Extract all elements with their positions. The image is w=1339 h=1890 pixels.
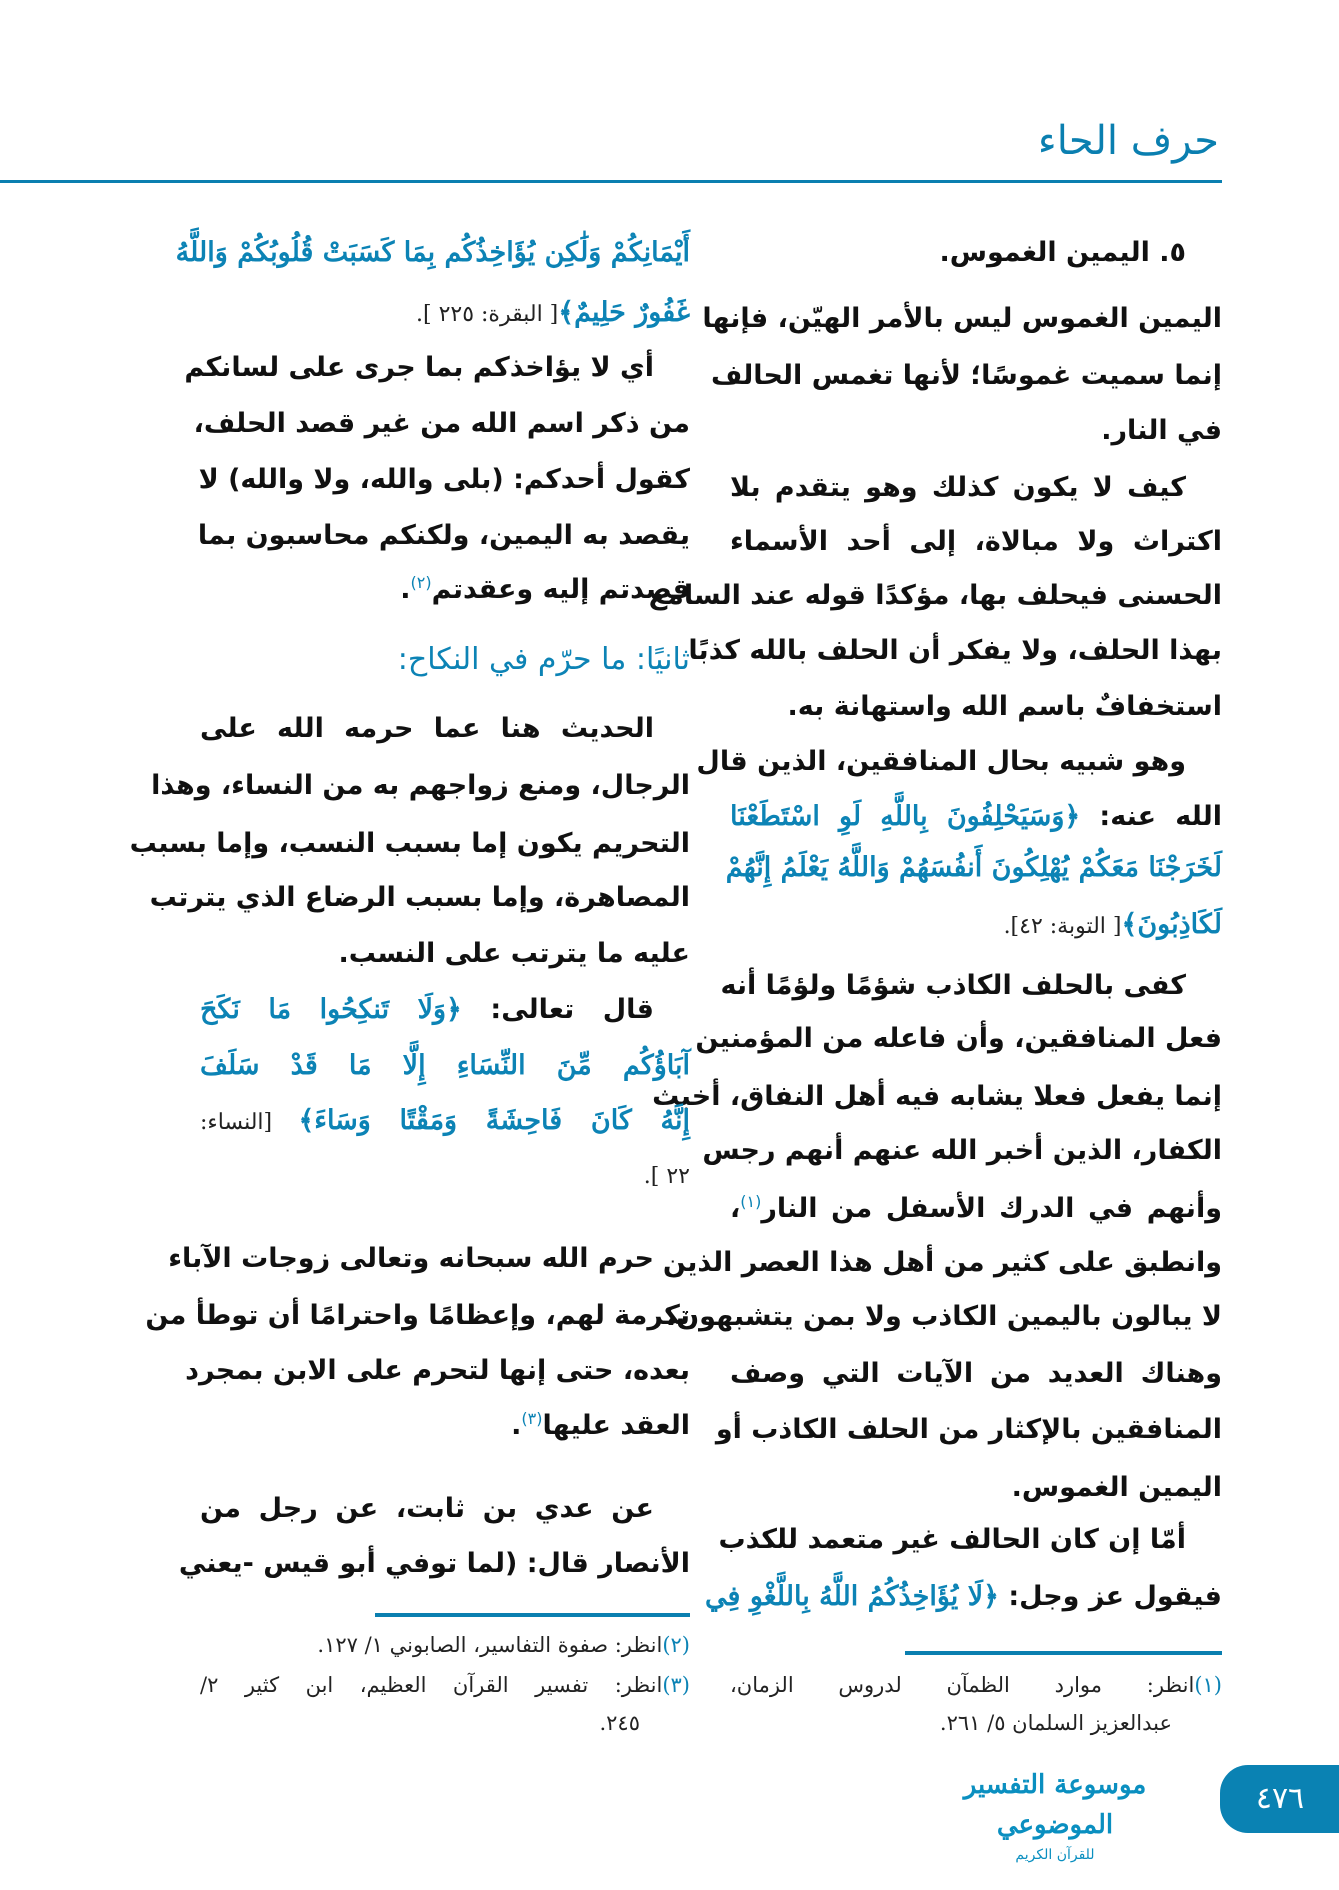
- text-line: [200, 562, 690, 618]
- text-line: [662, 1235, 1222, 1291]
- body-text: ،: [730, 1193, 741, 1224]
- body-text: الأنصار قال: (لما توفي أبو قيس -يعني: [178, 1548, 690, 1579]
- body-text: كقول أحدكم: (بلى والله، ولا والله) لا: [198, 464, 690, 495]
- text-line: [200, 982, 690, 1038]
- text-line: [178, 1536, 690, 1592]
- text-line: [730, 897, 1222, 953]
- body-text: قال تعالى:: [461, 994, 654, 1025]
- footnote-number: (١): [1194, 1673, 1222, 1697]
- text-line: [715, 1402, 1222, 1458]
- text-line: [696, 734, 1222, 790]
- body-text: فعل المنافقين، وأن فاعله من المؤمنين: [695, 1023, 1222, 1054]
- footnote-number: (٢): [662, 1633, 690, 1657]
- text-line: [652, 1069, 1222, 1125]
- footnote: [730, 1705, 1222, 1741]
- text-line: [648, 568, 1222, 624]
- body-text: في النار.: [1101, 415, 1222, 446]
- text-line: [702, 1123, 1222, 1179]
- quran-verse: إِنَّهُ كَانَ فَاحِشَةً وَمَقْتًا وَسَاءَ﴾: [298, 1105, 690, 1136]
- text-line: [200, 926, 690, 982]
- header-divider: [0, 180, 1222, 183]
- verse-reference: [النساء:: [200, 1110, 299, 1135]
- body-text: قصدتم إليه وعقدتم: [431, 574, 690, 605]
- footnote: [200, 1667, 690, 1703]
- body-text: ٥. اليمين الغموس.: [939, 237, 1186, 268]
- body-text: المصاهرة، وإما بسبب الرضاع الذي يترتب: [149, 882, 690, 913]
- text-line: [730, 514, 1222, 570]
- text-line: [200, 1093, 690, 1149]
- text-line: [665, 1289, 1222, 1345]
- quran-verse: أَيْمَانِكُمْ وَلَٰكِن يُؤَاخِذُكُم بِمَا كَسَبَتْ قُلُوبُكُمْ وَاللَّهُ: [175, 237, 690, 268]
- body-text: تكرمة لهم، وإعظامًا واحترامًا أن توطأ من: [145, 1300, 690, 1331]
- quran-verse: ﴿وَسَيَحْلِفُونَ بِاللَّهِ لَوِ اسْتَطَعْنَا: [730, 801, 1081, 832]
- body-text: اليمين الغموس ليس بالأمر الهيّن، فإنها: [702, 303, 1222, 334]
- verse-reference: ٢٢ ].: [643, 1164, 690, 1189]
- body-text: وهو شبيه بحال المنافقين، الذين قال: [696, 746, 1186, 777]
- body-text: .: [511, 1410, 522, 1441]
- text-line: [145, 1288, 690, 1344]
- body-text: أي لا يؤاخذكم بما جرى على لسانكم: [184, 352, 654, 383]
- text-line: [200, 1147, 690, 1203]
- text-line: [168, 1231, 690, 1287]
- footnote: [200, 1705, 690, 1741]
- body-text: الله عنه:: [1080, 801, 1222, 832]
- body-text: أمّا إن كان الحالف غير متعمد للكذب: [718, 1524, 1186, 1555]
- text-line: [730, 789, 1222, 845]
- text-line: [200, 452, 690, 508]
- footnote-marker: (١): [740, 1192, 762, 1211]
- text-line: [200, 1481, 690, 1537]
- quran-verse: آبَاؤُكُم مِّنَ النِّسَاءِ إِلَّا مَا قَدْ سَلَفَ: [200, 1050, 690, 1081]
- body-text: بهذا الحلف، ولا يفكر أن الحلف بالله كذبًا: [688, 635, 1222, 666]
- text-line: [725, 840, 1222, 896]
- logo-subtitle: للقرآن الكريم: [1015, 1847, 1095, 1863]
- text-line: [185, 1343, 690, 1399]
- text-line: [730, 1460, 1222, 1516]
- body-text: كيف لا يكون كذلك وهو يتقدم بلا: [730, 472, 1186, 503]
- footnote-text: انظر: موارد الظمآن لدروس الزمان،: [730, 1673, 1195, 1697]
- text-line: [197, 508, 690, 564]
- body-text: يقصد به اليمين، ولكنكم محاسبون بما: [197, 520, 690, 551]
- section-heading: ثانيًا: ما حرّم في النكاح:: [397, 642, 690, 677]
- body-text: عليه ما يترتب على النسب.: [338, 938, 690, 969]
- body-text: اكتراث ولا مبالاة، إلى أحد الأسماء: [730, 526, 1222, 557]
- text-line: [193, 396, 690, 452]
- body-text: الكفار، الذين أخبر الله عنهم أنهم رجس: [702, 1135, 1222, 1166]
- text-line: [730, 225, 1222, 281]
- footnote-number: (٣): [662, 1673, 690, 1697]
- text-line: [730, 1346, 1222, 1402]
- text-line: [200, 632, 690, 688]
- body-text: إنما سميت غموسًا؛ لأنها تغمس الحالف: [711, 360, 1222, 391]
- text-line: [718, 1512, 1222, 1568]
- text-line: [720, 958, 1222, 1014]
- text-line: [730, 679, 1222, 735]
- footnote-text: انظر: صفوة التفاسير، الصابوني ١/ ١٢٧.: [317, 1633, 663, 1657]
- text-line: [151, 758, 690, 814]
- text-line: [184, 340, 690, 396]
- text-line: [688, 623, 1222, 679]
- body-text: .: [400, 574, 411, 605]
- body-text: إنما يفعل فعلا يشابه فيه أهل النفاق، أخبث: [652, 1081, 1222, 1112]
- text-line: [175, 225, 690, 281]
- body-text: من ذكر اسم الله من غير قصد الحلف،: [193, 408, 690, 439]
- footnote-divider-left: [375, 1613, 690, 1617]
- footnote: [200, 1627, 690, 1663]
- body-text: التحريم يكون إما بسبب النسب، وإما بسبب: [129, 828, 690, 859]
- footnote-text: انظر: تفسير القرآن العظيم، ابن كثير ٢/: [200, 1673, 663, 1697]
- text-line: [200, 701, 690, 757]
- verse-reference: [ البقرة: ٢٢٥ ].: [416, 302, 559, 327]
- body-text: عن عدي بن ثابت، عن رجل من: [200, 1493, 654, 1524]
- body-text: اليمين الغموس.: [1011, 1472, 1222, 1503]
- text-line: [730, 1181, 1222, 1237]
- text-line: [149, 870, 690, 926]
- quran-verse: ﴿وَلَا تَنكِحُوا مَا نَكَحَ: [200, 994, 462, 1025]
- body-text: وانطبق على كثير من أهل هذا العصر الذين: [662, 1247, 1222, 1278]
- body-text: كفى بالحلف الكاذب شؤمًا ولؤمًا أنه: [720, 970, 1186, 1001]
- text-line: [730, 460, 1222, 516]
- footnote: [730, 1667, 1222, 1703]
- quran-verse: غَفُورٌ حَلِيمٌ﴾: [558, 297, 690, 328]
- quran-verse: لَخَرَجْنَا مَعَكُمْ يُهْلِكُونَ أَنفُسَهُمْ وَاللَّهُ يَعْلَمُ إِنَّهُمْ: [725, 852, 1222, 883]
- logo-title: موسوعة التفسير الموضوعي: [963, 1770, 1147, 1840]
- text-line: [129, 816, 690, 872]
- body-text: استخفافٌ باسم الله واستهانة به.: [787, 691, 1222, 722]
- body-text: الحديث هنا عما حرمه الله على: [200, 713, 654, 744]
- verse-reference: [ التوبة: ٤٢].: [1003, 914, 1122, 939]
- text-line: [200, 285, 690, 341]
- footnote-text: ٢٤٥.: [599, 1711, 640, 1735]
- text-line: [695, 1011, 1222, 1067]
- text-line: [711, 348, 1222, 404]
- page-number: ٤٧٦: [1220, 1765, 1339, 1833]
- body-text: الرجال، ومنع زواجهم به من النساء، وهذا: [151, 770, 690, 801]
- chapter-title: حرف الحاء: [1037, 118, 1219, 164]
- body-text: وهناك العديد من الآيات التي وصف: [730, 1358, 1222, 1389]
- footnote-text: عبدالعزيز السلمان ٥/ ٢٦١.: [939, 1711, 1172, 1735]
- quran-verse: لَكَاذِبُونَ﴾: [1121, 909, 1222, 940]
- body-text: وأنهم في الدرك الأسفل من النار: [761, 1193, 1222, 1224]
- text-line: [730, 403, 1222, 459]
- body-text: لا يبالون باليمين الكاذب ولا بمن يتشبهون،: [665, 1301, 1222, 1332]
- text-line: [705, 1569, 1222, 1625]
- body-text: الحسنى فيحلف بها، مؤكدًا قوله عند السامع: [648, 580, 1222, 611]
- footnote-marker: (٣): [521, 1409, 543, 1428]
- text-line: [200, 1038, 690, 1094]
- body-text: العقد عليها: [542, 1410, 690, 1441]
- body-text: بعده، حتى إنها لتحرم على الابن بمجرد: [185, 1355, 690, 1386]
- text-line: [702, 291, 1222, 347]
- text-line: [200, 1398, 690, 1454]
- body-text: فيقول عز وجل:: [998, 1581, 1222, 1612]
- body-text: المنافقين بالإكثار من الحلف الكاذب أو: [715, 1414, 1222, 1445]
- footnote-divider-right: [905, 1651, 1222, 1655]
- encyclopedia-logo: [930, 1765, 1180, 1863]
- body-text: حرم الله سبحانه وتعالى زوجات الآباء: [168, 1243, 654, 1274]
- footnote-marker: (٢): [410, 573, 432, 592]
- quran-verse: ﴿لَا يُؤَاخِذُكُمُ اللَّهُ بِاللَّغْوِ فِي: [705, 1581, 999, 1612]
